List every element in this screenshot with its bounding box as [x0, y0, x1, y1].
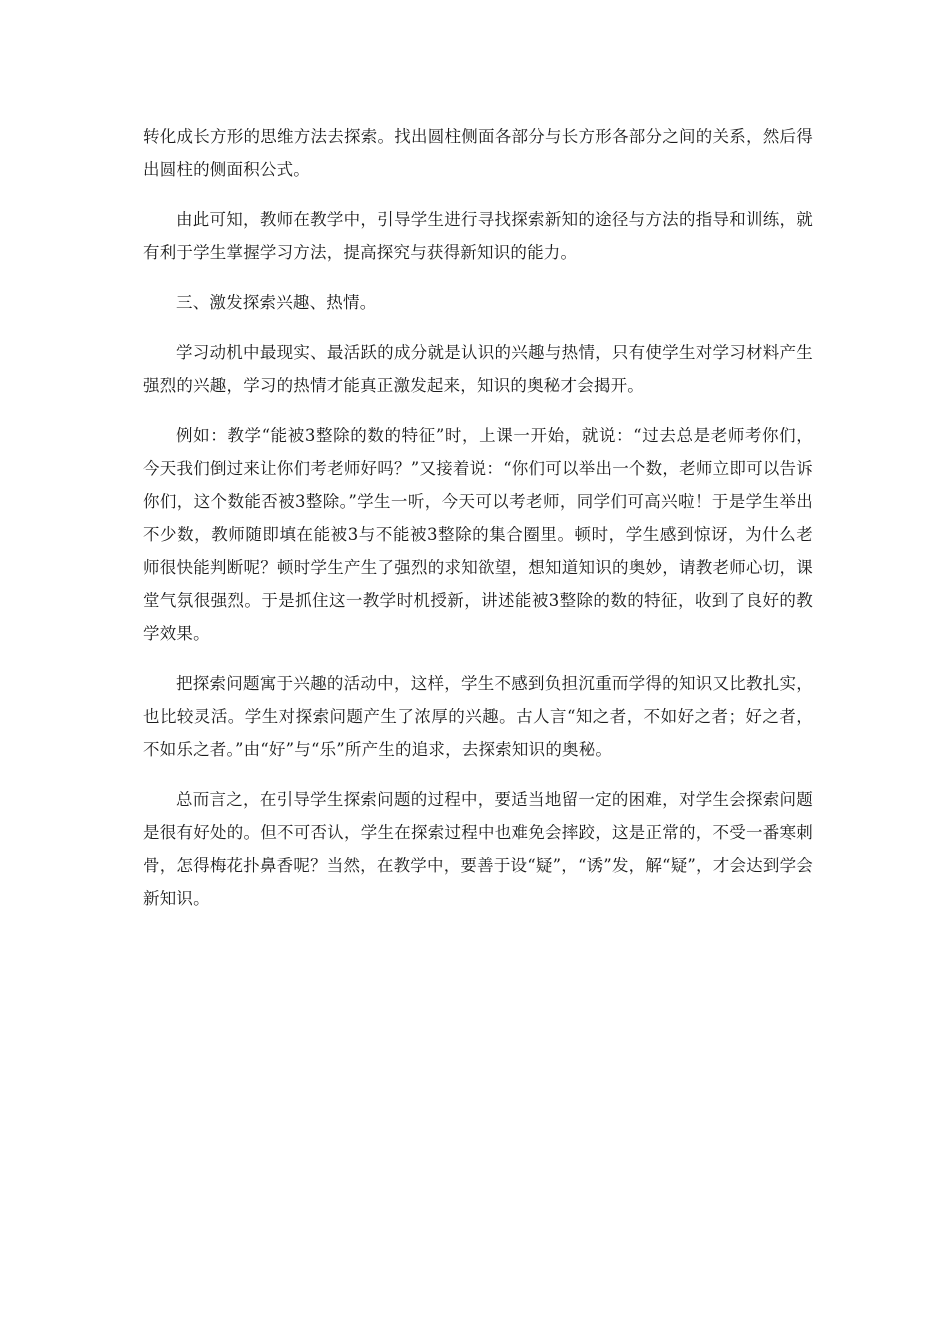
paragraph-5: 例如：教学“能被3整除的数的特征”时，上课一开始，就说：“过去总是老师考你们，今天我们倒过来让你们考老师好吗？”又接着说：“你们可以举出一个数，老师立即可以告诉你们，这个数能否被3整除。”学生一听，今天可以考老师，同学们可高兴啦！于是学生举出不少数，教师随即填在能被3与不能被3整除的集合圈里。顿时，学生感到惊讶，为什么老师很快能判断呢？顿时学生产生了强烈的求知欲望，想知道知识的奥妙，请教老师心切，课堂气氛很强烈。于是抓住这一教学时机授新，讲述能被3整除的数的特征，收到了良好的教学效果。 — [143, 426, 813, 643]
paragraph-7: 总而言之，在引导学生探索问题的过程中，要适当地留一定的困难，对学生会探索问题是很有好处的。但不可否认，学生在探索过程中也难免会摔跤，这是正常的，不受一番寒刺骨，怎得梅花扑鼻香呢？当然，在教学中，要善于设“疑”，“诱”发，解“疑”，才会达到学会新知识。 — [143, 790, 813, 908]
paragraph-6: 把探索问题寓于兴趣的活动中，这样，学生不感到负担沉重而学得的知识又比教扎实，也比较灵活。学生对探索问题产生了浓厚的兴趣。古人言“知之者，不如好之者；好之者，不如乐之者。”由“好”与“乐”所产生的追求，去探索知识的奥秘。 — [143, 674, 813, 759]
document-body — [143, 120, 813, 932]
section-heading: 三、激发探索兴趣、热情。 — [176, 293, 377, 312]
paragraph-1: 转化成长方形的思维方法去探索。找出圆柱侧面各部分与长方形各部分之间的关系，然后得出圆柱的侧面积公式。 — [143, 127, 813, 179]
paragraph-2: 由此可知，教师在教学中，引导学生进行寻找探索新知的途径与方法的指导和训练，就有利于学生掌握学习方法，提高探究与获得新知识的能力。 — [143, 210, 813, 262]
paragraph-4: 学习动机中最现实、最活跃的成分就是认识的兴趣与热情，只有使学生对学习材料产生强烈的兴趣，学习的热情才能真正激发起来，知识的奥秘才会揭开。 — [143, 343, 813, 395]
